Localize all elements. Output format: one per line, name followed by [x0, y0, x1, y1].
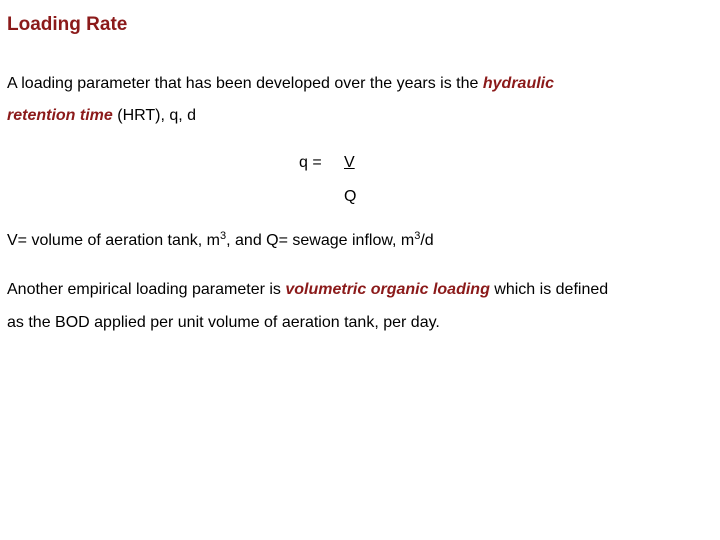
slide-title: Loading Rate [7, 14, 128, 35]
equation-denominator: Q [344, 188, 357, 205]
definitions-line [7, 226, 434, 251]
highlight-hydraulic: hydraulic [482, 75, 555, 92]
paragraph-2-line-2: as the BOD applied per unit volume of aeration tank, per day. [7, 314, 440, 331]
paragraph-1-line-2 [7, 106, 196, 126]
definition-unit: /d [420, 232, 434, 249]
paragraph-2-line-1 [7, 280, 608, 300]
highlight-volumetric-organic-loading: volumetric organic loading [285, 281, 490, 298]
paragraph-1-line-1 [7, 74, 554, 94]
paragraph-1-tail: (HRT), q, d [112, 107, 197, 124]
definition-volume: V= volume of aeration tank, m [7, 232, 220, 249]
equation-numerator: V [344, 154, 355, 171]
highlight-retention-time: retention time [7, 107, 113, 124]
paragraph-1-text: A loading parameter that has been developed over the years is the [7, 75, 483, 92]
paragraph-2-text: Another empirical loading parameter is [7, 281, 286, 298]
equation-lhs: q = [299, 154, 322, 171]
definition-inflow: , and Q= sewage inflow, m [226, 232, 415, 249]
paragraph-2-tail: which is defined [489, 281, 609, 298]
superscript-3: 3 [220, 230, 227, 242]
superscript-3: 3 [414, 230, 421, 242]
